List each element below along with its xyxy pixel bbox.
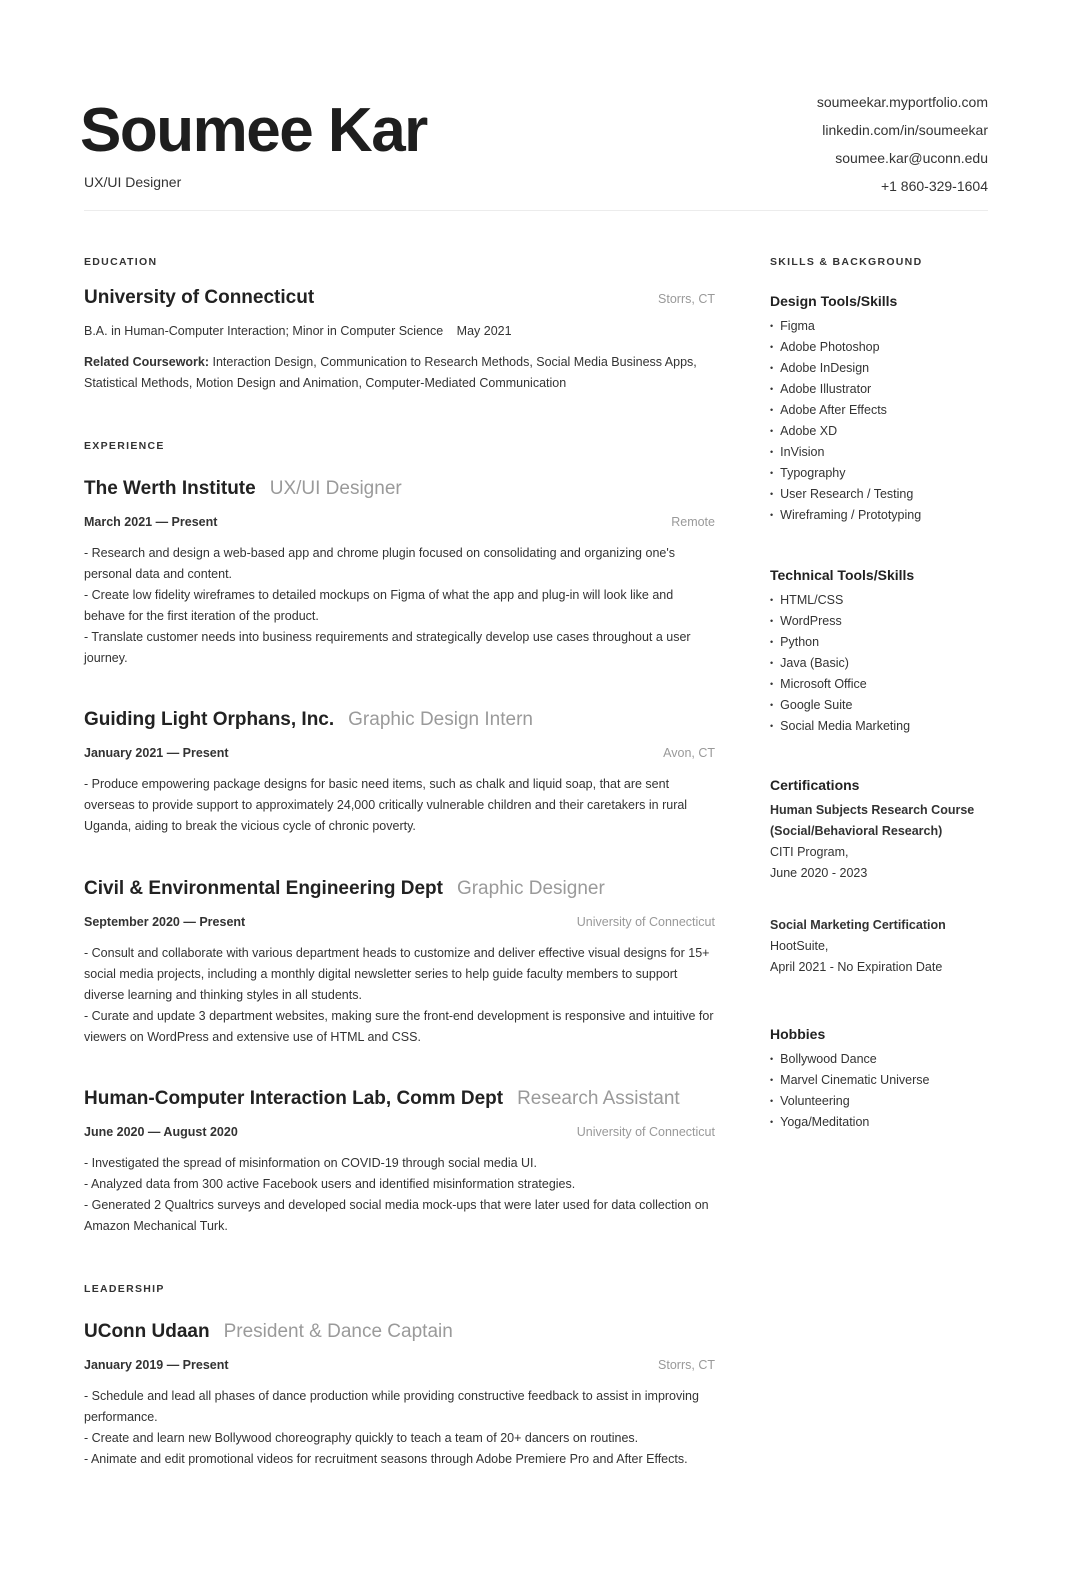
certifications-heading: Certifications — [770, 777, 860, 793]
skill-item: • Wireframing / Prototyping — [770, 505, 1000, 526]
school-name: University of Connecticut — [84, 287, 315, 308]
hobbies-section — [770, 1023, 1000, 1133]
cert-name: Social Marketing Certification — [770, 918, 946, 932]
skill-item: • InVision — [770, 442, 1000, 463]
skill-item: • Typography — [770, 463, 1000, 484]
skill-item: • Adobe XD — [770, 421, 1000, 442]
coursework — [84, 352, 715, 394]
job-bullet: - Generated 2 Qualtrics surveys and developed social media mock-ups that were later used for data collection on Amazon Mechanical Turk. — [84, 1198, 709, 1233]
job-bullet: - Consult and collaborate with various department heads to customize and deliver effective visual designs for 15+ social media projects, including a monthly digital newsletter series to help guide faculty members to support diverse learning and thinking styles in all students. — [84, 946, 710, 1002]
leadership-label: LEADERSHIP — [84, 1283, 165, 1295]
design-skills-section — [770, 290, 1000, 526]
job-bullet: - Analyzed data from 300 active Facebook users and identified misinformation strategies. — [84, 1177, 576, 1191]
hobbies-heading: Hobbies — [770, 1026, 826, 1042]
job-org: Civil & Environmental Engineering Dept — [84, 878, 443, 899]
skill-item: • Adobe After Effects — [770, 400, 1000, 421]
skill-item: • Social Media Marketing — [770, 716, 1000, 737]
coursework-label: Related Coursework: — [84, 355, 210, 369]
job-bullet: - Curate and update 3 department websites, making sure the front-end development is responsive and intuitive for viewers on WordPress and extensive use of HTML and CSS. — [84, 1009, 714, 1044]
job-role: Graphic Design Intern — [348, 709, 533, 730]
job-bullet: - Create low fidelity wireframes to detailed mockups on Figma of what the app and plug-in will look like and behave for the first iteration of the product. — [84, 588, 674, 623]
job-location: University of Connecticut — [576, 915, 715, 929]
job-org: Guiding Light Orphans, Inc. — [84, 709, 335, 730]
skill-item: • Adobe Photoshop — [770, 337, 1000, 358]
skill-item: • Adobe InDesign — [770, 358, 1000, 379]
education-block — [84, 283, 715, 394]
skill-item: • Java (Basic) — [770, 653, 1000, 674]
job-bullet: - Investigated the spread of misinformation on COVID-19 through social media UI. — [84, 1156, 537, 1170]
job-org: UConn Udaan — [84, 1321, 210, 1342]
skill-item: • Adobe Illustrator — [770, 379, 1000, 400]
email-link[interactable]: soumee.kar@uconn.edu — [835, 150, 988, 166]
job-date: January 2019 — Present — [84, 1358, 229, 1372]
graduation-date: May 2021 — [456, 324, 512, 338]
job-location: Storrs, CT — [658, 1358, 715, 1372]
cert-name: (Social/Behavioral Research) — [770, 824, 943, 838]
job-role: Research Assistant — [517, 1088, 680, 1109]
job-entry — [84, 474, 715, 669]
experience-label: EXPERIENCE — [84, 440, 165, 452]
hobby-item: • Volunteering — [770, 1091, 1000, 1112]
job-org: Human-Computer Interaction Lab, Comm Dept — [84, 1088, 504, 1109]
cert-issuer: CITI Program, — [770, 845, 849, 859]
skill-item: • WordPress — [770, 611, 1000, 632]
skill-item: • Microsoft Office — [770, 674, 1000, 695]
hobby-item: • Marvel Cinematic Universe — [770, 1070, 1000, 1091]
job-date: September 2020 — Present — [84, 915, 246, 929]
contact-info — [817, 88, 988, 200]
skill-item: • User Research / Testing — [770, 484, 1000, 505]
skill-item: • Google Suite — [770, 695, 1000, 716]
cert-dates: April 2021 - No Expiration Date — [770, 960, 943, 974]
technical-skills-section — [770, 564, 1000, 737]
job-bullet: - Create and learn new Bollywood choreography quickly to teach a team of 20+ dancers on routines. — [84, 1431, 639, 1445]
job-date: January 2021 — Present — [84, 746, 229, 760]
portfolio-link[interactable]: soumeekar.myportfolio.com — [816, 94, 988, 110]
cert-issuer: HootSuite, — [770, 939, 829, 953]
education-label: EDUCATION — [84, 256, 158, 268]
hobby-item: • Bollywood Dance — [770, 1049, 1000, 1070]
certifications-section — [770, 774, 1000, 978]
skill-item: • Figma — [770, 316, 1000, 337]
linkedin-link[interactable]: linkedin.com/in/soumeekar — [822, 122, 988, 138]
job-date: June 2020 — August 2020 — [84, 1125, 238, 1139]
candidate-title: UX/UI Designer — [84, 174, 182, 190]
school-location: Storrs, CT — [658, 292, 715, 306]
technical-skills-heading: Technical Tools/Skills — [770, 567, 915, 583]
job-location: University of Connecticut — [576, 1125, 715, 1139]
cert-dates: June 2020 - 2023 — [770, 866, 868, 880]
design-skills-heading: Design Tools/Skills — [770, 293, 898, 309]
skill-item: • Python — [770, 632, 1000, 653]
job-role: President & Dance Captain — [223, 1321, 453, 1342]
coursework-list: Interaction Design, Communication to Research Methods, Social Media Business Apps, Statistical Methods, Motion Design and Animation, Computer-Mediated Communication — [84, 355, 697, 390]
job-bullet: - Research and design a web-based app and chrome plugin focused on consolidating and organizing one's personal data and content. — [84, 546, 675, 581]
job-location: Remote — [671, 515, 715, 529]
job-entry — [84, 705, 715, 837]
skills-label: SKILLS & BACKGROUND — [770, 256, 923, 268]
job-bullet: - Translate customer needs into business requirements and strategically develop use cases throughout a user journey. — [84, 630, 691, 665]
job-bullet: - Animate and edit promotional videos for recruitment seasons through Adobe Premiere Pro and After Effects. — [84, 1452, 688, 1466]
job-entry — [84, 874, 715, 1048]
degree: B.A. in Human-Computer Interaction; Minor in Computer Science — [84, 324, 444, 338]
job-location: Avon, CT — [663, 746, 715, 760]
job-entry — [84, 1084, 715, 1237]
job-org: The Werth Institute — [84, 478, 256, 499]
cert-name: Human Subjects Research Course — [770, 803, 975, 817]
leadership-entry — [84, 1317, 715, 1470]
skill-item: • HTML/CSS — [770, 590, 1000, 611]
candidate-name: Soumee Kar — [80, 96, 427, 165]
hobby-item: • Yoga/Meditation — [770, 1112, 1000, 1133]
job-role: UX/UI Designer — [269, 478, 402, 499]
job-bullet: - Schedule and lead all phases of dance production while providing constructive feedback to assist in improving performance. — [84, 1389, 699, 1424]
header-divider — [84, 210, 988, 211]
job-date: March 2021 — Present — [84, 515, 218, 529]
job-bullet: - Produce empowering package designs for basic need items, such as chalk and liquid soap, that are sent overseas to provide support to approximately 24,000 critically vulnerable children and their caretakers in rural Uganda, aiding to break the vicious cycle of chronic poverty. — [84, 777, 688, 833]
phone-number: +1 860-329-1604 — [880, 178, 988, 194]
job-role: Graphic Designer — [456, 878, 605, 899]
